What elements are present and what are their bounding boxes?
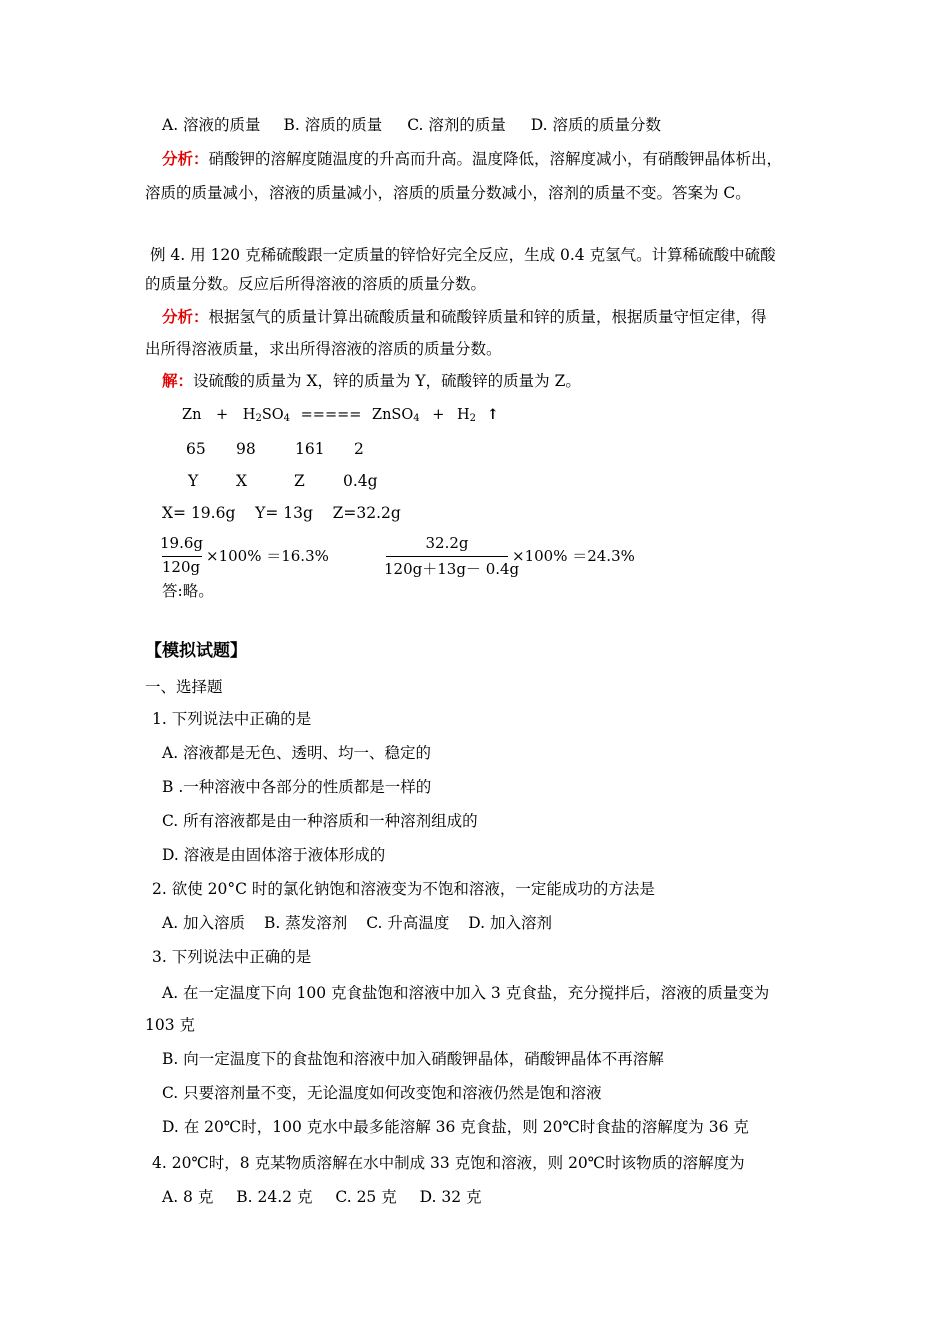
- q2-stem: 2. 欲使 20°C 时的氯化钠饱和溶液变为不饱和溶液，一定能成功的方法是: [152, 880, 655, 898]
- unknown-x: X: [236, 472, 248, 490]
- fraction-2-numerator: 32.2g: [425, 534, 469, 552]
- q4-options-row: [162, 1186, 482, 1208]
- prev-option-d: D. 溶质的质量分数: [530, 116, 662, 134]
- q3-option-a-line2: 103 克: [145, 1016, 196, 1034]
- q2-options-row: [162, 912, 552, 934]
- q2-option-b: B. 蒸发溶剂: [264, 914, 348, 932]
- solution-label: 解：: [162, 371, 194, 390]
- prev-option-c: C. 溶剂的质量: [407, 116, 506, 134]
- gas-arrow-icon: ↑: [486, 406, 499, 423]
- fraction-2-bar: [386, 556, 508, 557]
- fraction-1-numerator: 19.6g: [160, 534, 204, 552]
- analysis1-label: 分析：: [162, 149, 209, 168]
- analysis2-text1: 根据氢气的质量计算出硫酸质量和硫酸锌质量和锌的质量，根据质量守恒定律，得: [208, 308, 767, 326]
- eq-plus2: +: [432, 407, 445, 423]
- q1-option-d: D. 溶液是由固体溶于液体形成的: [162, 846, 386, 864]
- section-title: 【模拟试题】: [145, 641, 247, 661]
- eq-plus1: +: [216, 407, 229, 423]
- answer-line: 答:略。: [162, 582, 214, 600]
- prev-options-row: [162, 114, 661, 136]
- fraction-2-result: ×100% ＝24.3%: [512, 547, 635, 565]
- unknown-z: Z: [294, 472, 305, 490]
- example4-line2: 的质量分数。反应后所得溶液的溶质的质量分数。: [145, 275, 487, 293]
- fraction-1: [160, 534, 330, 580]
- mass-2: 2: [354, 440, 364, 458]
- fraction-2: [384, 534, 644, 580]
- prev-option-a: A. 溶液的质量: [162, 116, 261, 134]
- mass-98: 98: [236, 440, 256, 458]
- q4-option-d: D. 32 克: [419, 1188, 482, 1206]
- eq-zn: Zn: [182, 407, 202, 423]
- fraction-1-bar: [162, 556, 202, 557]
- prev-option-b: B. 溶质的质量: [283, 116, 383, 134]
- unknown-y: Y: [188, 472, 199, 490]
- q1-stem: 1. 下列说法中正确的是: [152, 710, 312, 728]
- fraction-1-result: ×100% ＝16.3%: [206, 547, 329, 565]
- eq-h2so4: $H_2SO_4$: [242, 407, 291, 424]
- q3-option-b: B. 向一定温度下的食盐饱和溶液中加入硝酸钾晶体，硝酸钾晶体不再溶解: [162, 1050, 664, 1068]
- q1-option-b: B .一种溶液中各部分的性质都是一样的: [162, 778, 432, 796]
- chemical-equation: [182, 404, 499, 430]
- solution-text: 设硫酸的质量为 X，锌的质量为 Y，硫酸锌的质量为 Z。: [193, 372, 581, 390]
- q2-option-a: A. 加入溶质: [162, 914, 246, 932]
- mass-161: 161: [295, 440, 325, 458]
- analysis2-line2: 出所得溶液质量，求出所得溶液的溶质的质量分数。: [145, 340, 502, 358]
- analysis1-line1: [162, 148, 782, 170]
- q3-stem: 3. 下列说法中正确的是: [152, 948, 312, 966]
- analysis2-label: 分析：: [162, 307, 209, 326]
- eq-h2: $H_2$: [456, 407, 477, 424]
- mass-65: 65: [186, 440, 206, 458]
- fraction-1-denominator: 120g: [161, 558, 201, 576]
- q2-option-d: D. 加入溶剂: [468, 914, 553, 932]
- analysis1-text1: 硝酸钾的溶解度随温度的升高而升高。温度降低，溶解度减小，有硝酸钾晶体析出，: [208, 150, 783, 168]
- q3-option-c: C. 只要溶剂量不变，无论温度如何改变饱和溶液仍然是饱和溶液: [162, 1084, 602, 1102]
- q4-option-a: A. 8 克: [162, 1188, 214, 1206]
- q1-option-a: A. 溶液都是无色、透明、均一、稳定的: [162, 744, 432, 762]
- eq-znso4: ZnSO$_4$: [372, 407, 420, 424]
- example4-line1: 例 4. 用 120 克稀硫酸跟一定质量的锌恰好完全反应，生成 0.4 克氢气。计算稀硫酸中硫酸: [150, 246, 776, 264]
- q4-stem: 4. 20℃时，8 克某物质溶解在水中制成 33 克饱和溶液，则 20℃时该物质的溶解度为: [152, 1154, 745, 1172]
- q4-option-b: B. 24.2 克: [236, 1188, 313, 1206]
- results-line: X= 19.6g Y= 13g Z=32.2g: [162, 504, 401, 522]
- eq-arrow: =====: [300, 407, 362, 423]
- q4-option-c: C. 25 克: [335, 1188, 397, 1206]
- section-part: 一、选择题: [145, 678, 223, 696]
- analysis2-line1: [162, 306, 767, 328]
- q3-option-d: D. 在 20℃时，100 克水中最多能溶解 36 克食盐，则 20℃时食盐的溶解度为 36 克: [162, 1118, 749, 1136]
- fraction-2-denominator: 120g＋13g－ 0.4g: [384, 560, 520, 578]
- analysis1-line2: 溶质的质量减小，溶液的质量减小，溶质的质量分数减小，溶剂的质量不变。答案为 C。: [145, 184, 751, 202]
- solution-line: [162, 370, 581, 392]
- unknown-h2: 0.4g: [343, 472, 378, 490]
- q3-option-a-line1: A. 在一定温度下向 100 克食盐饱和溶液中加入 3 克食盐，充分搅拌后，溶液的质量变为: [162, 984, 770, 1002]
- q2-option-c: C. 升高温度: [366, 914, 450, 932]
- q1-option-c: C. 所有溶液都是由一种溶质和一种溶剂组成的: [162, 812, 478, 830]
